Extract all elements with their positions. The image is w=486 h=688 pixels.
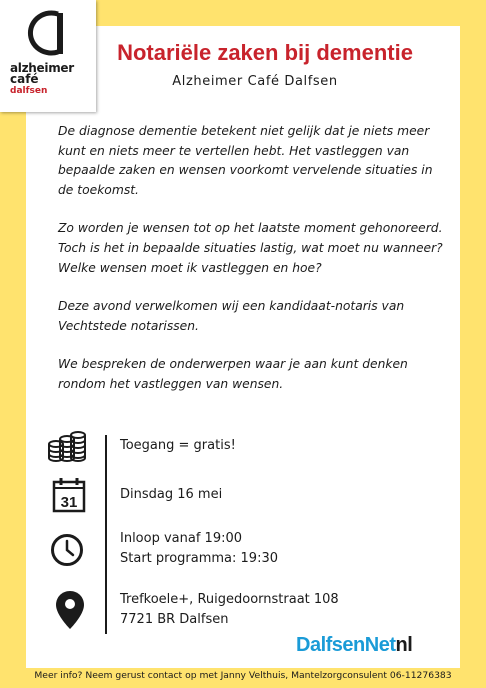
brand-text-suffix: nl xyxy=(395,634,413,656)
vertical-divider xyxy=(105,435,107,634)
intro-text xyxy=(58,122,450,414)
contact-footer: Meer info? Neem gerust contact op met Janny Velthuis, Mantelzorgconsulent 06-11276383 xyxy=(34,670,452,681)
brand-text-main: DalfsenNet xyxy=(296,634,396,656)
logo-a-icon xyxy=(17,9,77,57)
clock-icon xyxy=(50,533,84,567)
logo-text-cafe: café xyxy=(10,72,39,86)
page-title: Notariële zaken bij dementie xyxy=(117,40,413,65)
calendar-day-number: 31 xyxy=(60,494,78,511)
coins-icon xyxy=(46,430,88,464)
walk-in-time: Inloop vanaf 19:00 xyxy=(120,531,243,546)
logo-text-dalfsen: dalfsen xyxy=(10,86,48,96)
paragraph-1: De diagnose dementie betekent niet gelijk dat je niets meer kunt en niets meer te vertellen hebt. Het vastleggen van bepaalde zaken en wensen voorkomt vervelende situaties in de toekomst. xyxy=(58,124,433,197)
paragraph-4: We bespreken de onderwerpen waar je aan kunt denken rondom het vastleggen van wensen. xyxy=(58,357,408,391)
dalfsennet-logo xyxy=(296,634,412,657)
logo-text-alzheimer: alzheimer xyxy=(10,61,74,75)
location-pin-icon xyxy=(55,590,85,630)
page-subtitle: Alzheimer Café Dalfsen xyxy=(172,74,338,89)
program-start-time: Start programma: 19:30 xyxy=(120,551,278,566)
address-line-2: 7721 BR Dalfsen xyxy=(120,612,229,627)
admission-text: Toegang = gratis! xyxy=(120,438,236,453)
paragraph-2: Zo worden je wensen tot op het laatste moment gehonoreerd. Toch is het in bepaalde situaties lastig, wat moet nu wanneer? Welke wensen moet ik vastleggen en hoe? xyxy=(58,221,443,275)
event-date: Dinsdag 16 mei xyxy=(120,487,223,502)
paragraph-3: Deze avond verwelkomen wij een kandidaat-notaris van Vechtstede notarissen. xyxy=(58,299,405,333)
alzheimer-cafe-logo xyxy=(0,0,96,112)
calendar-icon xyxy=(52,477,86,513)
address-line-1: Trefkoele+, Ruigedoornstraat 108 xyxy=(120,592,339,607)
